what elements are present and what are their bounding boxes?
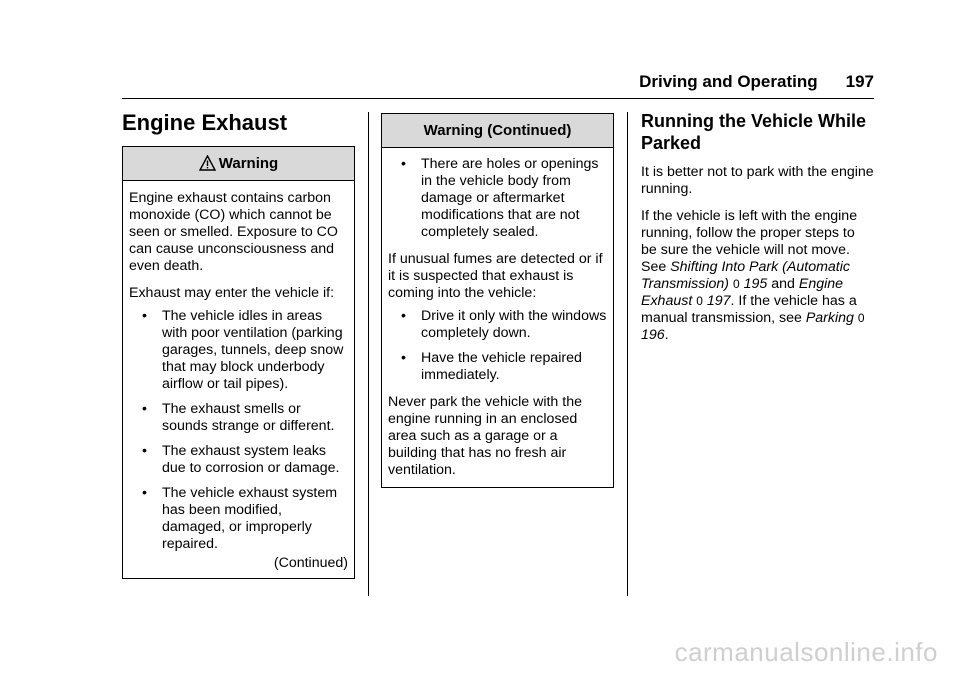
warning-box-header [123, 147, 354, 181]
column-3 [641, 110, 874, 354]
header-rule [122, 98, 874, 99]
list-item: • Have the vehicle repaired immediately. [401, 350, 582, 383]
warning-paragraph-co: Engine exhaust contains carbon monoxide (CO) which cannot be seen or smelled. Exposure to CO can cause unconsciousness and even death. [129, 190, 338, 274]
section-heading-engine-exhaust: Engine Exhaust [122, 110, 288, 135]
page-ref-arrow-icon: 0 [696, 294, 703, 308]
warning-box [122, 146, 355, 579]
never-park-paragraph: Never park the vehicle with the engine running in an enclosed area such as a garage or a building that has no fresh air ventilation. [388, 394, 582, 478]
column-divider-left [368, 112, 369, 596]
xref-page-196[interactable]: 196 [641, 327, 665, 343]
page-ref-arrow-icon: 0 [857, 311, 865, 325]
xref-parking[interactable]: Parking [805, 310, 854, 326]
xref-page-195[interactable]: 195 [743, 276, 768, 292]
fumes-bullet-list [388, 308, 607, 384]
paragraph-not-park: It is better not to park with the engine running. [641, 164, 874, 197]
column-divider-right [627, 112, 628, 596]
section-heading-running-while-parked: Running the Vehicle While Parked [641, 111, 867, 153]
warning-triangle-icon [199, 150, 216, 183]
list-item: • The vehicle idles in areas with poor ventilation (parking garages, tunnels, deep snow that may block underbody airflow or tail pipes). [142, 308, 344, 392]
list-item: • The exhaust smells or sounds strange or different. [142, 401, 335, 434]
paragraph-steps: If the vehicle is left with the engine running, follow the proper steps to be sure the vehicle will not move. See Shifting Into Park (Automatic Transmission) 0 195 and Engine Exhaust 0 197. If the vehicle has a manual transmission, see Parking 0 196. [641, 208, 865, 343]
list-item: • Drive it only with the windows completely down. [401, 308, 607, 341]
column-2 [381, 113, 614, 488]
warning-paragraph-intro: Exhaust may enter the vehicle if: [129, 285, 335, 301]
column-1 [122, 110, 355, 579]
warning-continued-box [381, 113, 614, 488]
xref-page-197[interactable]: 197 [706, 293, 731, 309]
warning-label: Warning [218, 155, 279, 172]
page-number: 197 [845, 72, 874, 91]
page-header [122, 72, 874, 96]
warning-bullet-list [129, 308, 348, 553]
continued-note: (Continued) [273, 555, 348, 571]
list-item: • The exhaust system leaks due to corrosion or damage. [142, 443, 340, 476]
warning-bullet-list-continued [388, 156, 607, 241]
list-item: • The vehicle exhaust system has been modified, damaged, or improperly repaired. [142, 485, 338, 552]
list-item: • There are holes or openings in the vehicle body from damage or aftermarket modifications that are not completely sealed. [401, 156, 599, 240]
xref-engine-exhaust[interactable]: Engine Exhaust [641, 276, 844, 309]
section-title: Driving and Operating [639, 72, 818, 91]
xref-shifting-into-park[interactable]: Shifting Into Park (Automatic Transmission) [641, 259, 850, 292]
fumes-paragraph: If unusual fumes are detected or if it is suspected that exhaust is coming into the vehicle: [388, 251, 603, 301]
page-ref-arrow-icon: 0 [732, 277, 740, 291]
warning-continued-header: Warning (Continued) [382, 114, 613, 148]
site-watermark: carmanualsonline.info [674, 637, 938, 667]
